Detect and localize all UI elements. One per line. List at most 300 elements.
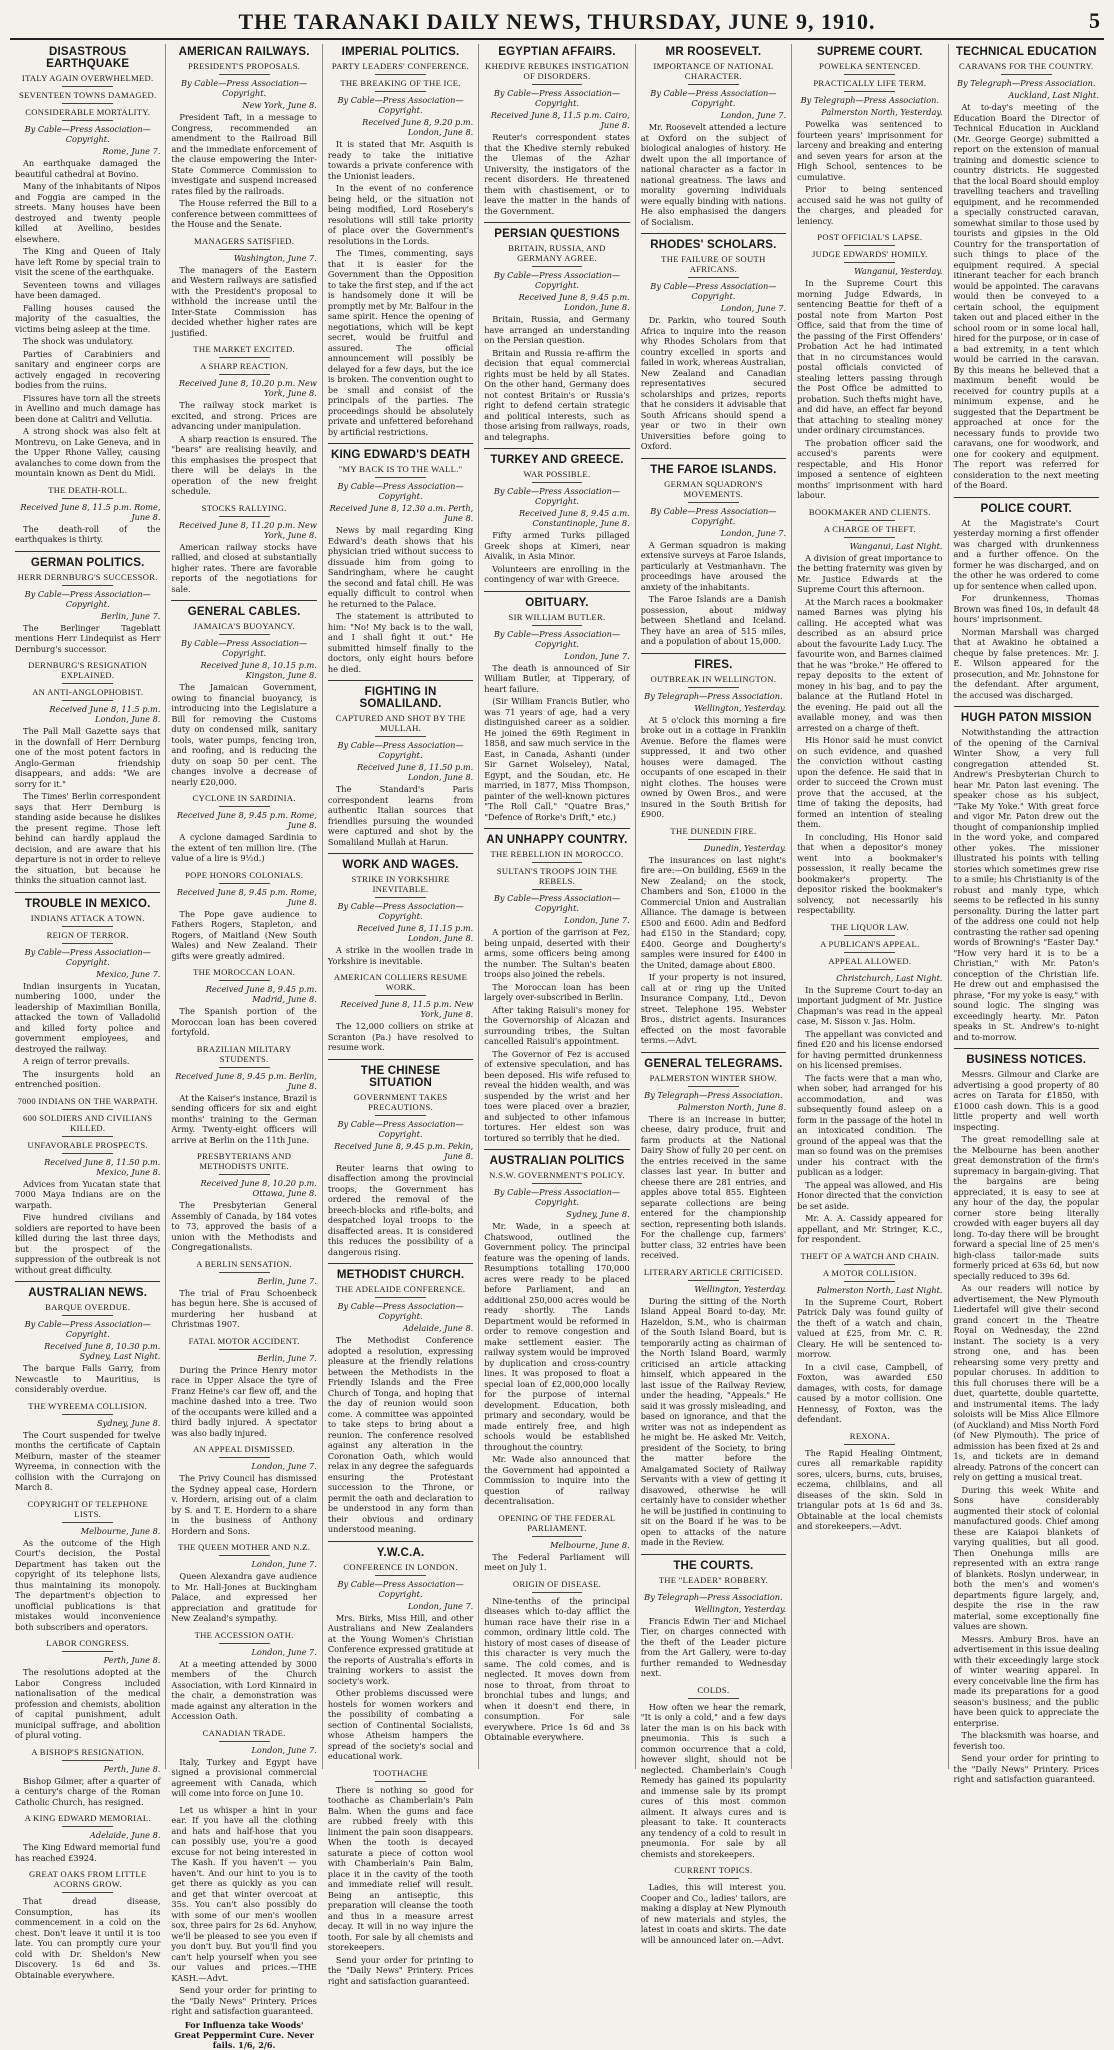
- article-subhead: BRAZILIAN MILITARY STUDENTS.: [196, 1043, 292, 1064]
- article-dateline: Received June 8, 9.45 p.m. Rome, June 8.: [176, 886, 317, 907]
- article-paragraph: In concluding, His Honor said that when a depositor's money went into a bookmaker's possession, it really became the bookmaker's property. The depositor risked the bookmaker's solvency, not necessarily his respectability.: [797, 831, 943, 915]
- article-headline: AMERICAN RAILWAYS.: [178, 46, 310, 58]
- article-paragraph: Advices from Yucatan state that 7000 Maya Indians are on the warpath.: [15, 1178, 161, 1210]
- article-paragraph: Notwithstanding the attraction of the opening of the Carnival Winter Show, a very full congregation attended St. Andrew's Presbyterian Church to hear Mr. Paton last evening. The speaker chose as his subject, "Take My Yoke." With great force and vigor Mr. Paton drew out the thought of companionship implied in the word yoke, and compared other yokes. The missioner illustrated his points with telling stories which sometimes grew rise to a smile; his Christianity is of the robust and manly type, which seems to be reflected in his sunny personality. During the latter part of the address one could not help contrasting the rather sad opening words of Browning's "Easter Day." "How very hard it is to be a Christian," with Mr. Paton's conception of the Christian life. He drew out and emphasised the phrase, "For my yoke is easy," with sound logic. The singing was exceedingly hearty. Mr. Paton speaks in St. Andrew's to-night and to-morrow.: [953, 727, 1099, 1042]
- section-divider: [484, 828, 629, 829]
- short-rule: [219, 980, 270, 981]
- article-dateline: Received June 8, 9.45 p.m. Pekin, June 8.: [334, 1140, 474, 1161]
- short-rule: [844, 1444, 895, 1445]
- short-rule: [844, 969, 895, 970]
- short-rule: [219, 1272, 270, 1273]
- section-divider: [954, 706, 1099, 707]
- article-paragraph: The Court suspended for twelve months the certificate of Captain Meiburn, master of the steamer Wyreema, in connection with the collision with the Currajong on March 8.: [15, 1429, 161, 1492]
- short-rule: [532, 266, 583, 267]
- article-credit: By Cable—Press Association—Copyright.: [181, 78, 308, 98]
- article-subhead: WAR POSSIBLE.: [523, 469, 591, 479]
- article-subhead: BRITAIN, RUSSIA, AND GERMANY AGREE.: [508, 243, 606, 263]
- article-headline: METHODIST CHURCH.: [336, 1269, 465, 1281]
- article: [171, 236, 316, 339]
- article-subhead: ORIGIN OF DISEASE.: [512, 1578, 602, 1589]
- article-headline: TECHNICAL EDUCATION: [955, 46, 1097, 58]
- short-rule: [219, 806, 270, 807]
- article: [328, 1263, 473, 1535]
- article-paragraph: The Pope gave audience to Fathers Rogers, Stapleton, and Rogers, of Maitland (New South Wales) and New Zealand. Their gifts were greatly admired.: [171, 908, 317, 961]
- section-divider: [641, 1052, 786, 1053]
- article-paragraph: A division of great importance to the betting fraternity was given by Mr. Justice Edwards at the Supreme Court this afternoon.: [797, 552, 943, 594]
- section-divider: [484, 448, 629, 449]
- article-headline: POLICE COURT.: [980, 502, 1072, 515]
- article: [328, 1541, 473, 1762]
- article-credit: By Cable—Press Association—Copyright.: [181, 638, 308, 658]
- article-dateline: Received June 8, 12.30 a.m. Perth, June 8.: [329, 503, 474, 523]
- article-paragraph: As the outcome of the High Court's decision, the Postal Department has taken out the copyright of its telephone lists, thus maintaining its monopoly. The department's objection to unofficial publications is that mistakes would inconvenience both subscribers and operators.: [15, 1537, 161, 1632]
- article: [15, 485, 160, 545]
- article-subhead: PRESIDENT'S PROPOSALS.: [188, 61, 301, 71]
- short-rule: [375, 1297, 426, 1298]
- article: [171, 967, 316, 1038]
- advertisement-line: For Influenza take Woods' Great Peppermint Cure. Never fails. 1/6, 2/6.: [174, 2019, 314, 2050]
- short-rule: [532, 482, 583, 483]
- short-rule: [62, 1651, 113, 1652]
- short-rule: [844, 91, 895, 92]
- article-credit: By Cable—Press Association—Copyright.: [337, 1578, 464, 1599]
- article: [641, 1685, 786, 1860]
- article: [15, 1499, 160, 1633]
- article-dateline: London, June 7.: [564, 915, 630, 925]
- short-rule: [532, 1183, 583, 1184]
- article-paragraph: News by mail regarding King Edward's death shows that his physician tried without success to dissuade him from going to Sandringham, where he caught the second and fatal chill. He was equally difficult to control when he returned to the Palace.: [327, 525, 474, 609]
- article-subhead: THEFT OF A WATCH AND CHAIN.: [800, 1250, 940, 1261]
- article-subhead: THE MOROCCAN LOAN.: [193, 967, 296, 977]
- article-headline: AN UNHAPPY COUNTRY.: [486, 834, 628, 846]
- article-headline: THE CHINESE SITUATION: [360, 1064, 441, 1089]
- article: [171, 1728, 316, 1799]
- article-paragraph: A cyclone damaged Sardinia to the extent of ten million lire. (The value of a lire is 9½d.): [171, 832, 317, 863]
- article-dateline: Sydney, June 8.: [96, 1417, 161, 1428]
- article-dateline: London, June 7.: [564, 650, 630, 661]
- article-subhead: THE WYREEMA COLLISION.: [28, 1400, 148, 1411]
- short-rule: [62, 1315, 113, 1316]
- article-paragraph: Messrs. Gilmour and Clarke are advertising a good property of 80 acres on Tarata for £1850, with £1000 cash down. This is a good little property and well worth inspecting.: [953, 1069, 1099, 1132]
- short-rule: [62, 1522, 113, 1523]
- short-rule: [844, 935, 895, 936]
- article-paragraph: A strong shock was also felt at Montrevu, on Lake Geneva, and in the Upper Rhone Valley, causing avalanches to come down from the mountain known as Dent du Midi.: [15, 426, 161, 478]
- article-headline: WORK AND WAGES.: [342, 859, 459, 871]
- article-credit: By Cable—Press Association—Copyright.: [650, 88, 777, 108]
- section-divider: [328, 443, 473, 444]
- article-paragraph: The resolutions adopted at the Labor Congress included nationalisation of the medical profession and chemists, abolition of capital punishment, adult municipal suffrage, and abolition of plural voting.: [15, 1667, 161, 1740]
- article-dateline: Auckland, Last Night.: [1008, 90, 1099, 100]
- section-divider: [484, 591, 629, 592]
- article-subhead: GERMAN SQUADRON'S MOVEMENTS.: [664, 478, 763, 499]
- article-subhead: COPYRIGHT OF TELEPHONE LISTS.: [27, 1498, 148, 1519]
- article-subhead: AN ANTI-ANGLOPHOBIST.: [32, 687, 144, 697]
- short-rule: [62, 700, 113, 701]
- short-rule: [688, 839, 739, 840]
- article-subhead: CARAVANS FOR THE COUNTRY.: [959, 61, 1094, 71]
- short-rule: [62, 498, 113, 499]
- article-paragraph: During the sitting of the North Island Appeal Board to-day, Mr. Hazeldon, S.M., who is chairman of the South Island Board, but is temporarily acting as chairman of the North Island Board, warmly criticised an article attacking himself, which appeared in the last issue of the Railway Review, under the heading, "Appeals." He said it was grossly misleading, and based on ignorance, and that the writer was not as independent as he might be. He asked Mr. Veitch, president of the Society, to bring the matter before the Amalgamated Society of Railway Servants with a view of getting it disavowed, otherwise he will certainly have to consider whether he will be justified in continuing to sit on the Board if he was to be open to attacks of the nature made in the Review.: [640, 1295, 787, 1547]
- article-paragraph: Ladies, this will interest you. Cooper and Co., ladies' tailors, are making a display at New Plymouth of new materials and styles, the latest in coats and skirts. The date will be announced later on.—Advt.: [640, 1882, 787, 1945]
- article-paragraph: The trial of Frau Schoenbeck has begun here. She is accused of murdering her husband at Christmas 1907.: [171, 1287, 317, 1329]
- short-rule: [62, 1153, 113, 1154]
- short-rule: [375, 1115, 426, 1116]
- section-divider: [641, 1554, 786, 1555]
- short-rule: [688, 687, 739, 688]
- article: [484, 1579, 629, 1743]
- article-paragraph: The shock was undulatory.: [23, 336, 134, 346]
- section-divider: [641, 458, 786, 459]
- article-credit: By Cable—Press Association—Copyright.: [337, 1301, 464, 1321]
- article-headline: DISASTROUS EARTHQUAKE: [46, 46, 130, 70]
- article-paragraph: Francis Edwin Tier and Michael Tier, on charges connected with the theft of the Leader picture from the Art Gallery, were to-day further remanded to Wednesday next.: [640, 1615, 787, 1678]
- article-subhead: INDIANS ATTACK A TOWN.: [30, 912, 145, 923]
- article-paragraph: The death is announced of Sir William Butler, at Tipperary, of heart failure.: [484, 662, 630, 694]
- article-dateline: Received June 8, 11.5 p.m. Cairo, June 8.: [490, 110, 630, 130]
- article: [954, 706, 1099, 1042]
- short-rule: [844, 520, 895, 521]
- article-dateline: Received June 8, 11.20 p.m. New York, June 8.: [178, 519, 317, 540]
- article: [171, 46, 316, 230]
- section-divider: [954, 1048, 1099, 1049]
- article-paragraph: During the Prince Henry motor race in Upper Alsace the tyre of Franz Heine's car flew off, and the machine dashed into a tree. Two of the occupants were killed and a third badly injured. A spectator was also badly injured.: [171, 1364, 317, 1438]
- article: [171, 870, 316, 962]
- short-rule: [62, 1760, 113, 1761]
- article: [171, 503, 316, 595]
- article-paragraph: Other problems discussed were hostels for women workers and the possibility of combating a section of Continental Socialists, whose Atheism hampers the spread of the society's social and educational work.: [327, 1688, 474, 1761]
- article-paragraph: The Times, commenting, says that it is easier for the Government than the Opposition to take the first step, and if the act is handsomely done it will be promptly met by Mr. Balfour in the same spirit. Hence the opening of negotiations, which will be kept secret, would be fruitful and assured. The official announcement will possibly be delayed for a few days, but the ice is broken. The convention ought to be small and consist of the principals of the parties. The proceedings should be absolutely private and unfettered beforehand by artificial restrictions.: [327, 248, 474, 437]
- article-subhead: THE QUEEN MOTHER AND N.Z.: [178, 1542, 311, 1552]
- article-paragraph: Seventeen towns and villages have been damaged.: [15, 279, 161, 300]
- article-headline: TROUBLE IN MEXICO.: [24, 897, 151, 910]
- article-dateline: Received June 8, 11.5 p.m. Rome, June 8.: [20, 501, 161, 522]
- article-paragraph: The House referred the Bill to a conference between committees of the House and the Senate.: [171, 198, 317, 229]
- article: [171, 793, 316, 864]
- article: [171, 1151, 316, 1253]
- article-paragraph: Britain, Russia, and Germany have arranged an understanding on the Persian question.: [484, 314, 630, 345]
- article-subhead: N.S.W. GOVERNMENT'S POLICY.: [489, 1170, 625, 1180]
- section-divider: [328, 680, 473, 681]
- article-subhead: A BERLIN SENSATION.: [196, 1258, 292, 1269]
- article-credit: By Cable—Press Association—Copyright.: [337, 481, 464, 501]
- article-credit: By Cable—Press Association—Copyright.: [337, 740, 464, 760]
- article: [15, 46, 160, 479]
- column: [479, 44, 635, 1769]
- article-dateline: London, June 7.: [251, 1461, 317, 1471]
- article-credit: By Cable—Press Association—Copyright.: [493, 88, 621, 108]
- article: [15, 1747, 160, 1808]
- article: [171, 600, 316, 787]
- article-subhead: PRESBYTERIANS AND METHODISTS UNITE.: [197, 1151, 292, 1171]
- short-rule: [844, 262, 895, 263]
- article-subhead: THE ADELAIDE CONFERENCE.: [335, 1284, 466, 1294]
- article-headline: GENERAL TELEGRAMS.: [644, 1057, 783, 1070]
- article-dateline: Adelaide, June 8.: [89, 1830, 161, 1840]
- article-subhead: POWELKA SENTENCED.: [819, 61, 921, 71]
- article: [641, 1052, 786, 1261]
- article-paragraph: Norman Marshall was charged that at Awakino he obtained a cheque by false pretences. Mr. J. E. Wilson appeared for the prosecution, and Mr. Johnstone for the defendant. After argument, the accused was discharged.: [953, 626, 1099, 700]
- article-subhead: THE "LEADER" ROBBERY.: [658, 1574, 769, 1585]
- article-credit: By Cable—Press Association—Copyright.: [337, 901, 464, 921]
- short-rule: [375, 1781, 426, 1782]
- short-rule: [219, 1457, 270, 1458]
- article-paragraph: In the event of no conference being held, or the situation not being modified, Lord Rosebery's resolutions will still take priority of place over the Government's resolutions in the Lords.: [327, 183, 474, 246]
- article-subhead: OUTBREAK IN WELLINGTON.: [650, 673, 777, 684]
- column: [949, 44, 1104, 1784]
- article-subhead: REIGN OF TERROR.: [46, 929, 129, 940]
- article: [15, 551, 160, 655]
- article-subhead: AN APPEAL DISMISSED.: [193, 1444, 296, 1454]
- article: [15, 1813, 160, 1863]
- article-dateline: Perth, June 8.: [103, 1655, 161, 1665]
- article-subhead: DERNBURG'S RESIGNATION EXPLAINED.: [28, 660, 148, 680]
- short-rule: [62, 103, 113, 104]
- article-credit: By Telegraph—Press Association.: [644, 1089, 783, 1100]
- short-rule: [844, 1281, 895, 1282]
- article-paragraph: Let us whisper a hint in your ear. If you have all the clothing and hats and half-hose that you can possibly use, you're a good excuse for not being interested in The Kash. If you haven't — you haven't. And our hint to you is to get there as quickly as you can and get that winter overcoat at 35s. You can't also possibly do with some of our men's woollen sox, three pairs for 2s 6d. Anyhow, we'll be pleased to see you even if you don't buy. But you'll find you can't help yourself when you see our values and prices.—THE KASH.—Advt.: [171, 1804, 317, 1983]
- article-paragraph: An earthquake damaged the beautiful cathedral at Bovino.: [15, 158, 161, 179]
- short-rule: [219, 249, 270, 250]
- article-subhead: 600 SOLDIERS AND CIVILIANS KILLED.: [23, 1112, 153, 1133]
- article-credit: By Cable—Press Association—Copyright.: [24, 946, 151, 967]
- article-paragraph: The great remodelling sale at the Melbourne has been another great demonstration of the firm's supremacy in bargain-giving. That the bargains are being appreciated, it is easy to see at any hour of the day, the popular corner store being literally crowded with eager buyers all day long. To-day there will be brought forward a special line of 25 men's high-class tailor-made suits formerly priced at 63s 6d, but now specially reduced to 39s 6d.: [953, 1134, 1099, 1281]
- article: [328, 680, 473, 847]
- article: [641, 233, 786, 452]
- short-rule: [532, 1592, 583, 1593]
- short-rule: [219, 374, 270, 375]
- article-subhead: OPENING OF THE FEDERAL PARLIAMENT.: [498, 1512, 616, 1533]
- article-paragraph: American railway stocks have rallied, and closed at substantially higher rates. There are favorable reports of the negotiations for sale.: [171, 541, 317, 594]
- article-dateline: Received June 8, 11.5 p.m. New York, June 8.: [340, 999, 474, 1019]
- column: [10, 44, 166, 1980]
- article-subhead: CANADIAN TRADE.: [202, 1727, 286, 1738]
- article-paragraph: The managers of the Eastern and Western railways are satisfied with the President's proposal to withhold the increase until the Inter-State Commission has decided whether higher rates are justified.: [171, 264, 317, 338]
- article-paragraph: The blacksmith was hoarse, and feverish too.: [953, 1730, 1099, 1751]
- article-dateline: Received June 8, 9.45 p.m. Madrid, June 8.: [205, 984, 317, 1004]
- article-dateline: Received June 8, 9.20 p.m. London, June 8.: [362, 117, 474, 137]
- article-paragraph: Five hundred civilians and soldiers are reported to have been killed during the last three days, but the prospect of the suppression of the outbreak is not without great difficulty.: [15, 1212, 161, 1275]
- article-subhead: THE MARKET EXCITED.: [193, 344, 295, 354]
- article-subhead: A PUBLICAN'S APPEAL.: [820, 938, 920, 949]
- article-paragraph: The Presbyterian General Assembly of Canada, by 184 votes to 73, approved the basis of a union with the Methodists and Congregationalists.: [171, 1200, 317, 1252]
- article-dateline: Received June 8, 9.45 p.m. Rome, June 8.: [176, 810, 317, 830]
- article-headline: IMPERIAL POLITICS.: [341, 46, 460, 58]
- article: [484, 1513, 629, 1573]
- article-dateline: Palmerston North, Last Night.: [816, 1284, 943, 1295]
- article-paragraph: A sharp reaction is ensured. The "bears" are realising heavily, and this emphasises the prospect that there will be delays in the operation of the new freight schedule.: [171, 433, 317, 496]
- article-paragraph: A reign of terror prevails.: [23, 1056, 130, 1066]
- article-subhead: A CHARGE OF THEFT.: [823, 523, 916, 534]
- article-subhead: MANAGERS SATISFIED.: [194, 235, 295, 246]
- article-credit: By Cable—Press Association—Copyright.: [650, 281, 777, 301]
- article-paragraph: At the March races a bookmaker named Barnes was plying his calling. He accepted what was described as an absurd price about the favourite Lady Lucy. The favourite won, and Barnes claimed that he was "broke." He offered to repay deposits to the extent of money in his bag, and to pay the balance at the Rutland Hotel in the evening. He paid out all the available money, and was then arrested on a charge of theft.: [797, 596, 943, 733]
- short-rule: [688, 1280, 739, 1281]
- article-dateline: Adelaide, June 8.: [402, 1323, 474, 1333]
- article-subhead: A KING EDWARD MEMORIAL.: [24, 1813, 151, 1823]
- article-paragraph: The facts were that a man who, when sober, had arranged for his accommodation, and was subsequently found asleep on a form in the passage of the hotel in an intoxicated condition. The ground of the appeal was that the man so found was on the premises under his contract with the publican as a lodger.: [797, 1072, 943, 1177]
- article-paragraph: The appeal was allowed, and His Honor directed that the conviction be set aside.: [797, 1179, 943, 1211]
- article-paragraph: Italy, Turkey and Egypt have signed a provisional commercial agreement with Canada, which will come into force on June 10.: [171, 1756, 317, 1798]
- article-headline: FIRES.: [694, 658, 733, 671]
- article-paragraph: Many of the inhabitants of Nipos and Foggia are camped in the streets. Many houses have been destroyed and twenty people killed at Avellino, besides elsewhere.: [15, 181, 161, 244]
- section-divider: [484, 1149, 629, 1150]
- article-subhead: THE DEATH-ROLL.: [48, 484, 128, 495]
- article-paragraph: Reuter's correspondent states that the Khedive sternly rebuked the Ulemas of the Azhar University, the instigators of the recent disorders. He threatened them with chastisement, or to leave the matter in the hands of the Government.: [484, 132, 630, 216]
- article-paragraph: That dread disease, Consumption, has its commencement in a cold on the chest. Don't leave it until it is too late. You can promptly cure your cold with Dr. Sheldon's New Discovery. 1s 6d and 3s. Obtainable everywhere.: [15, 1896, 161, 1980]
- short-rule: [219, 1643, 270, 1644]
- article-credit: By Telegraph—Press Association.: [644, 1591, 783, 1602]
- article-paragraph: Mr. Wade also announced that the Government had appointed a Commission to inquire into the question of railway decentralisation.: [484, 1454, 630, 1506]
- article-paragraph: The death-roll of the earthquakes is thirty.: [15, 523, 161, 544]
- short-rule: [532, 1536, 583, 1537]
- article-dateline: Received June 8, 10.20 p.m. Ottawa, June 8.: [200, 1178, 317, 1198]
- article-paragraph: Nine-tenths of the principal diseases which to-day afflict the human race have their rise in a common, ordinary little cold. The history of most cases of disease of this character is very much the same. The cold comes, and is neglected. It moves down from nose to throat, from throat to bronchial tubes and lungs, and when it doesn't end there, in consumption. For sale everywhere. Price 1s 6d and 3s Obtainable everywhere.: [484, 1595, 630, 1742]
- article-dateline: Received June 8, 11.50 p.m. Mexico, June 8.: [44, 1156, 161, 1177]
- article-paragraph: The Moroccan loan has been largely over-subscribed in Berlin.: [484, 981, 630, 1002]
- short-rule: [219, 1067, 270, 1068]
- article-paragraph: At the Magistrate's Court yesterday morning a first offender was charged with drunkenness and a further offence. On the former he was discharged, and on the other he was ordered to come up for sentence when called upon.: [953, 517, 1099, 591]
- short-rule: [844, 245, 895, 246]
- article-paragraph: The insurances on last night's fire are:—On building, £569 in the New Zealand; on the stock, Chambers and Son, £1000 in the Commercial Union and Australian Alliance. The damage is between £500 and £600. Adin and Bedford had £150 in the Standard; copy, £400. George and Dougherty's samples were insured for £400 in the United, damage about £800.: [640, 854, 787, 970]
- section-divider: [328, 853, 473, 854]
- article-subhead: REXONA.: [849, 1430, 890, 1441]
- article-subhead: TOOTHACHE: [373, 1767, 429, 1778]
- article-paragraph: The Faroe Islands are a Danish possession, about midway between Shetland and Iceland. They have an area of 515 miles, and a population of about 15,000.: [640, 594, 787, 646]
- article-headline: EGYPTIAN AFFAIRS.: [498, 46, 616, 58]
- article: [484, 222, 629, 442]
- article-credit: By Telegraph—Press Association.: [644, 690, 783, 701]
- article-subhead: JAMAICA'S BUOYANCY.: [193, 621, 295, 631]
- short-rule: [62, 1136, 113, 1137]
- article-dateline: Received June 8, 9.45 p.m. London, June 8.: [518, 292, 630, 312]
- article: [15, 1401, 160, 1493]
- column: [323, 44, 479, 1986]
- article: [328, 1059, 473, 1258]
- article-subhead: PARTY LEADERS' CONFERENCE.: [331, 61, 470, 71]
- article-headline: THE FAROE ISLANDS.: [650, 463, 777, 476]
- article-paragraph: The Privy Council has dismissed the Sydney appeal case, Hordern v. Hordern, arising out of a claim by S. and T. E. Hordern to a share in the business of Anthony Hordern and Sons.: [171, 1473, 317, 1536]
- article-subhead: SULTAN'S TROOPS JOIN THE REBELS.: [496, 866, 618, 886]
- section-divider: [484, 222, 629, 223]
- article-subhead: GOVERNMENT TAKES PRECAUTIONS.: [353, 1091, 448, 1112]
- article-subhead: POPE HONORS COLONIALS.: [185, 869, 304, 880]
- short-rule: [219, 357, 270, 358]
- article: [797, 46, 942, 226]
- article-subhead: COLDS.: [697, 1684, 730, 1695]
- article-subhead: CAPTURED AND SHOT BY THE MULLAH.: [335, 713, 466, 733]
- article-paragraph: The Governor of Fez is accused of extensive speculation, and has been deposed. His wife refused to reveal the hidden wealth, and was suspended by the wrist and her toes were placed over a brazier, and subjected to other infamous tortures. Her eldest son was tortured so terribly that he died.: [484, 1048, 630, 1143]
- article-subhead: LITERARY ARTICLE CRITICISED.: [643, 1266, 783, 1277]
- article-paragraph: At to-day's meeting of the Education Board the Director of Technical Education in Auckland (Mr. George George) submitted a report on the extension of manual training and domestic science to country districts. He suggested that the local Board should employ travelling teachers and travelling equipment, and he recommended a specially constructed caravan, somewhat similar to those used by tourists and gipsies in the Old Country for the transportation of such things to place of the equipment required. A special itinerant teacher for each branch would be appointed. The caravans would then be conveyed to a certain school, the equipment taken out and placed either in the school room or in some local hall, hired for the purpose, or in case of a bad extremity, in a tent which would be carried in the caravan. By this means he believed that a maximum benefit would be received for country pupils at a minimum expense, and he suggested that the Department be approached at once for the necessary funds to provide two caravans, one for woodwork, and one for cookery and equipment. The report was referred for consideration to the next meeting of the Board.: [953, 102, 1099, 490]
- article-subhead: THE BREAKING OF THE ICE.: [340, 78, 461, 88]
- article-paragraph: Indian insurgents in Yucatan, numbering 1000, under the leadership of Maximilian Bonilla, attacked the town of Valladolid and killed forty police and government employees, and destroyed the railway.: [15, 980, 161, 1054]
- article-subhead: CONFERENCE IN LONDON.: [343, 1561, 458, 1572]
- article-paragraph: At a meeting attended by 3000 members of the Church Association, with Lord Kinnaird in the chair, a demonstration was made against any alteration in the Accession Oath.: [171, 1658, 317, 1721]
- short-rule: [219, 634, 270, 635]
- article-paragraph: Mr. A. A. Cassidy appeared for appellant, and Mr. Stringer, K.C., for respondent.: [797, 1213, 943, 1244]
- short-rule: [62, 1826, 113, 1827]
- short-rule: [62, 1414, 113, 1415]
- article-paragraph: The Methodist Conference adopted a resolution, expressing pleasure at the friendly relations between the Methodists in the Friendly Islands and the Free Church of Tonga, and hoping that the day of reunion would soon come. A committee was appointed to take steps to bring about a reunion. The conference resolved against any alteration in the Coronation Oath, which would relax in any degree the safeguards ensuring the Protestant succession to the Throne, or permit the oath and declaration to be understood in any form than their obvious and ordinary understood meaning.: [327, 1335, 474, 1534]
- section-divider: [328, 1263, 473, 1264]
- short-rule: [688, 277, 739, 278]
- article-headline: SUPREME COURT.: [816, 46, 923, 58]
- article-dateline: Melbourne, June 8.: [550, 1539, 630, 1550]
- article-headline: MR ROOSEVELT.: [665, 46, 762, 58]
- article-dateline: Wellington, Yesterday.: [694, 702, 787, 713]
- article-paragraph: In the Supreme Court, Robert Patrick Daly was found guilty of the theft of a watch and chain, valued at £25, from Mr. C. R. Cleary. He will be sentenced to-morrow.: [797, 1296, 943, 1359]
- article: [954, 497, 1099, 701]
- article-headline: THE COURTS.: [673, 1559, 754, 1572]
- article-subhead: PRACTICALLY LIFE TERM.: [813, 78, 927, 88]
- short-rule: [62, 585, 113, 586]
- article-dateline: Sydney, June 8.: [566, 1209, 630, 1219]
- article-headline: OBITUARY.: [525, 596, 589, 609]
- article-paragraph: The Rapid Healing Ointment, cures all remarkable rapidity sores, ulcers, burns, cuts, bruises, eczema, chilblains, and all diseases of the skin. Sold in triangular pots at 1s 6d and 3s. Obtainable at the local chemists and storekeepers.—Advt.: [797, 1447, 943, 1531]
- short-rule: [375, 1575, 426, 1576]
- section-divider: [328, 1059, 473, 1060]
- article: [641, 653, 786, 820]
- section-divider: [328, 1541, 473, 1542]
- article: [797, 232, 942, 501]
- article: [328, 853, 473, 966]
- article-subhead: LABOR CONGRESS.: [46, 1638, 130, 1648]
- article-paragraph: The appellant was convicted and fined £20 and his license endorsed for having permitted drunkenness on his licensed premises.: [797, 1028, 943, 1070]
- article-subhead: BOOKMAKER AND CLIENTS.: [808, 506, 931, 517]
- short-rule: [375, 995, 426, 996]
- article-credit: By Cable—Press Association—Copyright.: [493, 893, 621, 913]
- columns-container: [10, 44, 1104, 2050]
- article-dateline: London, June 7.: [251, 1559, 317, 1569]
- article-subhead: BARQUE OVERDUE.: [45, 1302, 131, 1312]
- article-paragraph: How often we hear the remark, "It is only a cold," and a few days later the man is on his back with pneumonia. This is such a common occurrence that a cold, however slight, should not be neglected. Chamberlain's Cough Remedy has gained its popularity and immense sale by its prompt cures of this most common ailment. It always cures and is pleasant to take. It counteracts any tendency of a cold to result in pneumonia. For sale by all chemists and storekeepers.: [640, 1701, 787, 1859]
- article-paragraph: In the Supreme Court this morning Judge Edwards, in sentencing Beattie for theft of a postal note from Marton Post Office, said that from the time of the passing of the First Offenders' Probation Act he had intimated that in no circumstances would postal officials convicted of stealing letters passing through the Post Office be admitted to probation. Such thefts might have, and did have, an effect far beyond that attaching to stealing money under ordinary circumstances.: [797, 278, 943, 435]
- article-subhead: STOCKS RALLYING.: [201, 502, 287, 513]
- article-dateline: Mexico, June 7.: [96, 968, 161, 979]
- article-paragraph: The statement is attributed to him: "No! My back is to the wall, and I shall fight it out." He submitted himself finally to the doctors, only eight hours before he died.: [327, 611, 474, 674]
- column: [636, 44, 792, 1945]
- article-dateline: London, June 7.: [407, 1600, 474, 1611]
- short-rule: [219, 1174, 270, 1175]
- short-rule: [375, 91, 426, 92]
- page-number: 5: [1089, 8, 1100, 33]
- newspaper-title: THE TARANAKI DAILY NEWS, THURSDAY, JUNE 9, 1910.: [238, 9, 876, 34]
- article-paragraph: The Pall Mall Gazette says that in the downfall of Herr Dernburg one of the most potent factors in Anglo-German friendship disappears, and adds: "We are sorry for it.": [15, 726, 161, 789]
- article-credit: By Cable—Press Association—Copyright.: [650, 505, 777, 526]
- article: [797, 507, 942, 916]
- article-dateline: Berlin, June 7.: [257, 1352, 317, 1363]
- article-paragraph: If your property is not insured, call at or ring up the United Insurance Company, Ltd., Devon street. Telephone 195. Webster Bros., district agents. Insurances effected on the most favorable terms.—Advt.: [640, 972, 787, 1045]
- section-divider: [15, 551, 160, 552]
- article-dateline: Received June 8, 10.20 p.m. New York, June 8.: [178, 378, 317, 398]
- article-paragraph: Fifty armed Turks pillaged Greek shops at Kimeri, near Aivalik, in Asia Minor.: [484, 530, 630, 561]
- article-dateline: Received June 8, 9.45 a.m. Constantinople, June 8.: [518, 508, 630, 528]
- article-dateline: Received June 8, 11.15 p.m. London, June 8.: [356, 923, 474, 943]
- short-rule: [375, 897, 426, 898]
- article-subhead: SEVENTEEN TOWNS DAMAGED.: [18, 90, 157, 100]
- article: [641, 826, 786, 1046]
- article-paragraph: Messrs. Ambury Bros. have an advertisement in this issue dealing with their exceedingly large stock of winter wearing apparel. In every conceivable line the firm has made its preparations for a good season's business, and the public have been quick to appreciate the enterprise.: [953, 1633, 1099, 1728]
- article: [641, 46, 786, 227]
- short-rule: [62, 926, 113, 927]
- article-paragraph: His Honor said he must convict on such evidence, and quashed the conviction without casting upon the defence. He said that in order to succeed the Crown must prove that the accused, at the time of taking the deposits, had formed an intention of stealing them.: [797, 735, 943, 829]
- article-paragraph: The Berlinger Tageblatt mentions Herr Lindequist as Herr Dernburg's successor.: [15, 622, 161, 654]
- article-paragraph: Send your order for printing to the "Daily News" Printery. Prices right and satisfaction guaranteed.: [327, 1954, 474, 1986]
- short-rule: [219, 1349, 270, 1350]
- article-subhead: APPEAL ALLOWED.: [828, 955, 912, 966]
- article-paragraph: Parties of Carabiniers and sanitary and engineer corps are actively engaged in recovering bodies from the ruins.: [15, 348, 161, 390]
- short-rule: [62, 120, 113, 121]
